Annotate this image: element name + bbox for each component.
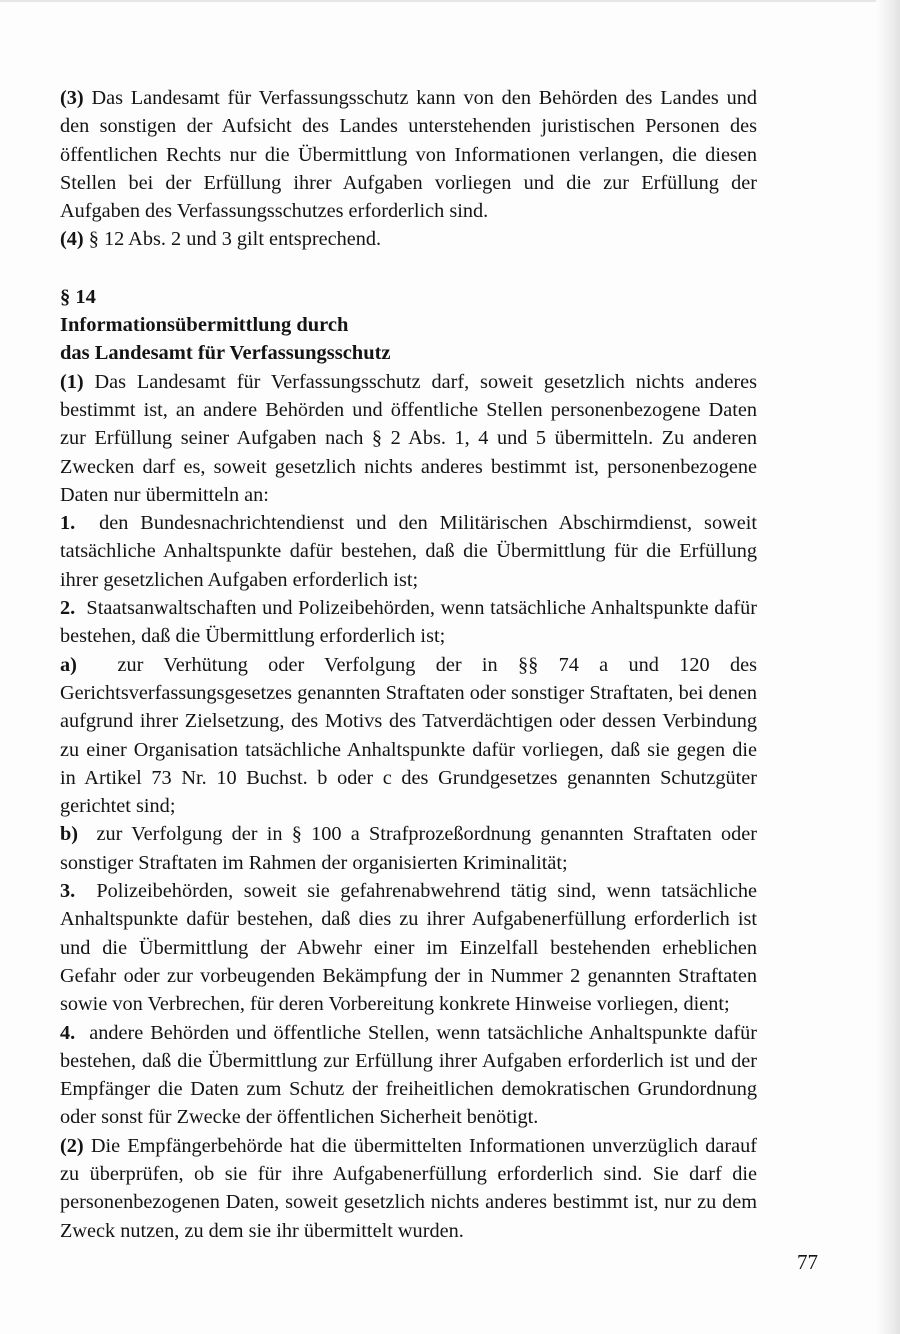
list-item	[60, 594, 757, 651]
page-edge	[0, 0, 900, 2]
list-item	[60, 1019, 757, 1132]
paragraph-4	[60, 225, 757, 253]
section-spacer	[60, 254, 757, 283]
item-text: zur Verfolgung der in § 100 a Strafprozeßordnung genannten Straftaten oder sonstiger Straftaten im Rahmen der organisierten Kriminalität;	[60, 823, 757, 874]
page-number: 77	[797, 1250, 818, 1274]
section-title-line-2: das Landesamt für Verfassungsschutz	[60, 342, 391, 365]
list-item	[60, 820, 757, 877]
page-body	[60, 84, 757, 1245]
section-title-line-1: Informationsübermittlung durch	[60, 314, 349, 337]
section-number: § 14	[60, 285, 96, 308]
item-number: b)	[60, 823, 79, 846]
paragraph-number: (1)	[60, 370, 84, 393]
item-text: Polizeibehörden, soweit sie gefahrenabwehrend tätig sind, wenn tatsächliche Anhaltspunkte dafür bestehen, daß dies zu ihrer Aufgabenerfüllung erforderlich ist und die Übermittlung der Abwehr einer im Einzelfall bestehenden erheblichen Gefahr oder zur vorbeugenden Bekämpfung der in Nummer 2 genannten Straftaten sowie von Verbrechen, für deren Vorbereitung konkrete Hinweise vorliegen, dient;	[60, 880, 758, 1016]
paragraph-text: Die Empfängerbehörde hat die übermittelten Informationen unverzüglich darauf zu überprüfen, ob sie für ihre Aufgabenerfüllung erforderlich sind. Sie darf die personenbezogenen Daten, soweit gesetzlich nichts anderes bestimmt ist, nur zu dem Zweck nutzen, zu dem sie ihr übermittelt wurden.	[60, 1134, 757, 1242]
item-number: 4.	[60, 1021, 76, 1044]
list-item	[60, 509, 757, 594]
subsection-2	[60, 1132, 757, 1245]
paragraph-number: (3)	[60, 87, 84, 109]
subsection-1	[60, 368, 757, 509]
paragraph-number: (2)	[60, 1134, 84, 1157]
page-gutter-shadow	[876, 0, 900, 1334]
item-text: den Bundesnachrichtendienst und den Militärischen Abschirmdienst, soweit tatsächliche Anhaltspunkte dafür bestehen, daß die Übermittlung für die Erfüllung ihrer gesetzlichen Aufgaben erforderlich ist;	[60, 512, 757, 591]
paragraph-3	[60, 84, 757, 225]
list-item	[60, 651, 757, 821]
paragraph-text: Das Landesamt für Verfassungsschutz darf, soweit gesetzlich nichts anderes bestimmt ist, an andere Behörden und öffentliche Stellen personenbezogene Daten zur Erfüllung seiner Aufgaben nach § 2 Abs. 1, 4 und 5 übermitteln. Zu anderen Zwecken darf es, soweit gesetzlich nichts anderes bestimmt ist, personenbezogene Daten nur übermitteln an:	[60, 370, 757, 506]
item-number: 1.	[60, 512, 76, 535]
item-text: zur Verhütung oder Verfolgung der in §§ 74 a und 120 des Gerichtsverfassungsgesetzes genannten Straftaten oder sonstiger Straftaten, bei denen aufgrund ihrer Zielsetzung, des Motivs des Tatverdächtigen oder dessen Verbindung zu einer Organisation tatsächliche Anhaltspunkte dafür vorliegen, daß sie gegen die in Artikel 73 Nr. 10 Buchst. b oder c des Grundgesetzes genannten Schutzgüter gerichtet sind;	[60, 653, 757, 818]
list-item	[60, 877, 757, 1018]
paragraph-text: Das Landesamt für Verfassungsschutz kann von den Behörden des Landes und den sonstigen der Aufsicht des Landes unterstehenden juristischen Personen des öffentlichen Rechts nur die Übermittlung von Informationen verlangen, die diesen Stellen bei der Erfüllung ihrer Aufgaben vorliegen und die zur Erfüllung der Aufgaben des Verfassungsschutzes erforderlich sind.	[60, 87, 757, 223]
item-text: andere Behörden und öffentliche Stellen, wenn tatsächliche Anhaltspunkte dafür bestehen, daß die Übermittlung zur Erfüllung ihrer Aufgaben erforderlich ist und der Empfänger die Daten zum Schutz der freiheitlichen demokratischen Grundordnung oder sonst für Zwecke der öffentlichen Sicherheit benötigt.	[60, 1021, 758, 1129]
item-number: 2.	[60, 597, 76, 620]
paragraph-text: § 12 Abs. 2 und 3 gilt entsprechend.	[88, 228, 382, 251]
item-number: 3.	[60, 880, 76, 903]
item-number: a)	[60, 653, 77, 676]
paragraph-number: (4)	[60, 228, 84, 251]
item-text: Staatsanwaltschaften und Polizeibehörden, wenn tatsächliche Anhaltspunkte dafür bestehen, daß die Übermittlung erforderlich ist;	[60, 597, 757, 648]
